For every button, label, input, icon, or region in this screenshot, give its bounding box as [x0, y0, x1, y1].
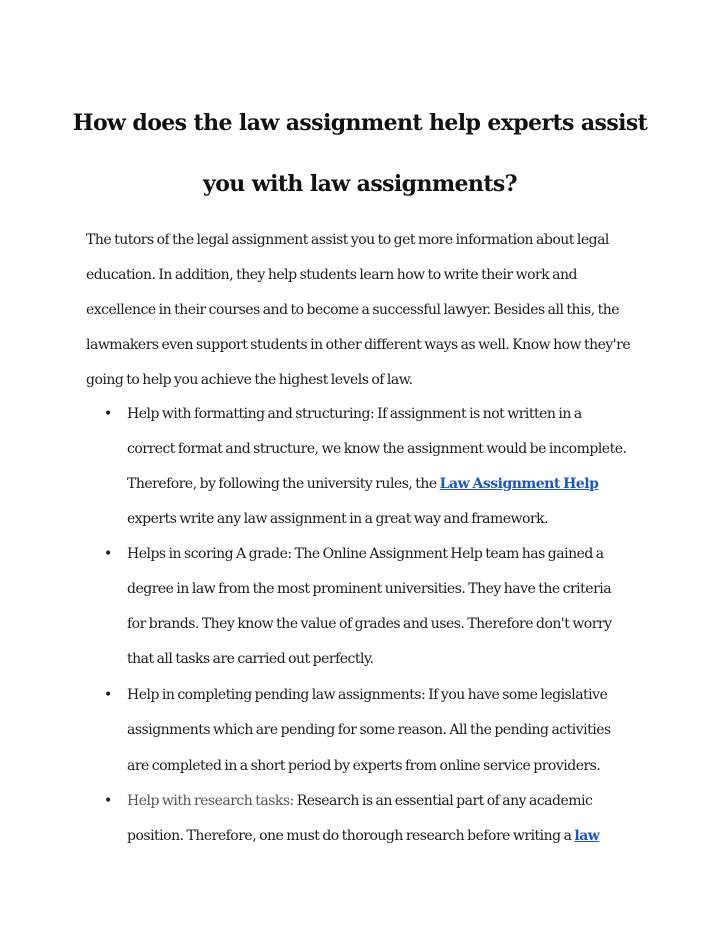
bullet-1-line-4: experts write any law assignment in a great way and framework.: [127, 511, 549, 527]
bullet-4-line-2: [127, 819, 599, 854]
bullet-1-line-2: correct format and structure, we know the assignment would be incomplete.: [127, 441, 627, 457]
bullet-2-line-3: for brands. They know the value of grades and uses. Therefore don't worry: [127, 616, 612, 632]
intro-line: going to help you achieve the highest levels of law.: [86, 372, 413, 388]
intro-line: excellence in their courses and to become a successful lawyer. Besides all this, the: [86, 302, 620, 318]
bullet-marker: •: [104, 793, 113, 809]
bullet-3-line-3: are completed in a short period by experts from online service providers.: [127, 758, 601, 774]
bullet-2-line-4: that all tasks are carried out perfectly.: [127, 651, 374, 667]
bullet-3-line-2: assignments which are pending for some reason. All the pending activities: [127, 722, 611, 738]
bullet-4-lead: Help with research tasks:: [127, 793, 294, 809]
bullet-marker: •: [104, 406, 113, 422]
bullet-3-line-1: Help in completing pending law assignments: If you have some legislative: [127, 687, 608, 703]
page-title-line-2: you with law assignments?: [203, 171, 517, 197]
bullet-2-line-2: degree in law from the most prominent universities. They have the criteria: [127, 581, 612, 597]
page-title-line-1: How does the law assignment help experts assist: [72, 110, 648, 136]
bullet-marker: •: [104, 687, 113, 703]
bullet-4-line-2-text: position. Therefore, one must do thorough research before writing a: [127, 828, 575, 844]
intro-line: education. In addition, they help students learn how to write their work and: [86, 267, 578, 283]
bullet-marker: •: [104, 546, 113, 562]
intro-paragraph: [86, 223, 646, 398]
bullet-1-line-1: Help with formatting and structuring: If assignment is not written in a: [127, 406, 582, 422]
law-link[interactable]: law: [574, 828, 600, 844]
bullet-2-line-1: Helps in scoring A grade: The Online Assignment Help team has gained a: [127, 546, 604, 562]
bullet-4-line-1: [127, 784, 592, 819]
bullet-1-line-3: [127, 467, 598, 502]
intro-line: lawmakers even support students in other different ways as well. Know how they're: [86, 337, 631, 353]
intro-line: The tutors of the legal assignment assist you to get more information about legal: [86, 232, 609, 248]
bullet-4-line-1-text: Research is an essential part of any academic: [293, 793, 593, 809]
law-assignment-help-link[interactable]: Law Assignment Help: [439, 476, 599, 492]
bullet-1-line-3-text: Therefore, by following the university rules, the: [127, 476, 440, 492]
